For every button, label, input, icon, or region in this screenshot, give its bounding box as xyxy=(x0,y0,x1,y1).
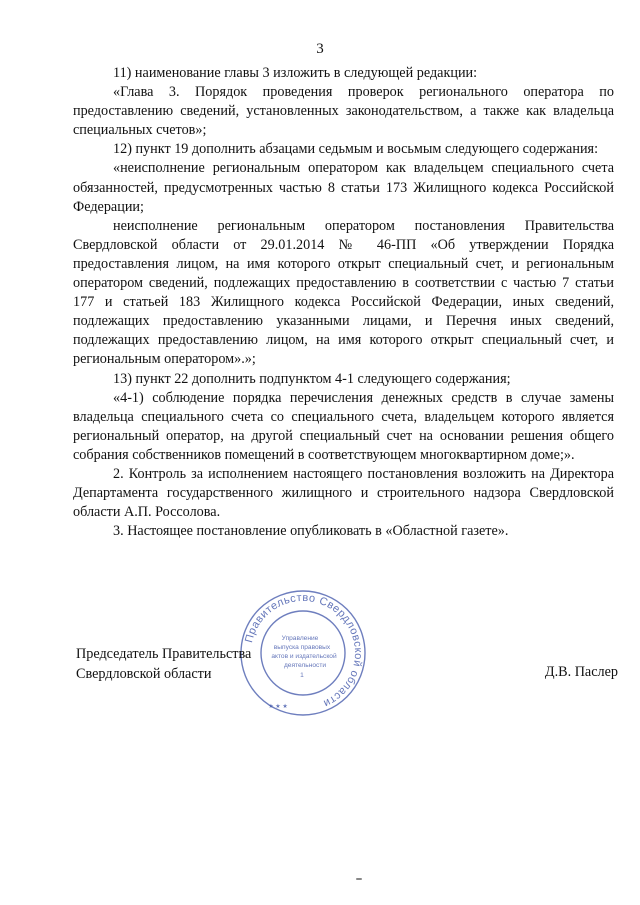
seal-inner-line: Управление xyxy=(281,635,319,642)
paragraph-quote-1: «неисполнение региональным оператором как владельцем специального счета обязанностей, предусмотренных частью 8 статьи 173 Жилищного кодекса Российской Федерации; xyxy=(73,160,614,215)
seal-outer-text: Правительство Свердловской области xyxy=(243,591,365,710)
seal-inner-line: выпуска правовых xyxy=(273,644,331,651)
paragraph-publish: 3. Настоящее постановление опубликовать в «Областной газете». xyxy=(113,523,509,540)
page-number: 3 xyxy=(316,41,324,57)
paragraph-item-13: 13) пункт 22 дополнить подпунктом 4-1 следующего содержания; xyxy=(113,370,511,387)
seal-inner-line: деятельности xyxy=(283,662,327,669)
seal-inner-line: 1 xyxy=(300,672,304,679)
signatory-name: Д.В. Паслер xyxy=(544,664,618,680)
paragraph-quote-2: неисполнение региональным оператором постановления Правительства Свердловской области от 29.01.2014 № 46-ПП «Об утверждении Порядка предоставления лицом, на имя которого открыт специальный счет, и региональным оператором сведений, подлежащих предоставлению в соответствии с частью 7 статьи 177 и статьей 183 Жилищного кодекса Российской Федерации, иных сведений, подлежащих предоставлению указанными лицами, и Перечня иных сведений, подлежащих предоставлению лицом, на имя которого открыт специальный счет, и региональным оператором».»; xyxy=(73,217,614,368)
signatory-position-line1: Председатель Правительства xyxy=(76,646,252,662)
paragraph-chapter-3-title: «Глава 3. Порядок проведения проверок регионального оператора по предоставлению сведений, установленных законодательством, а также как владельца специальных счетов»; xyxy=(73,84,614,139)
paragraph-item-12: 12) пункт 19 дополнить абзацами седьмым и восьмым следующего содержания: xyxy=(113,141,599,158)
seal-inner-line: актов и издательской xyxy=(271,653,337,660)
document-body xyxy=(73,64,614,541)
paragraph-item-11: 11) наименование главы 3 изложить в следующей редакции: xyxy=(113,65,478,81)
paragraph-subitem-4-1: «4-1) соблюдение порядка перечисления денежных средств в случае замены владельца специального счета со специального счета, владельцем которого является региональный оператор, на другой специальный счет на основании решения общего собрания собственников помещений в соответствующем многоквартирном доме;». xyxy=(73,389,614,463)
seal-stars: ★ ★ ★ xyxy=(268,704,288,710)
footer-mark xyxy=(356,878,362,880)
official-seal xyxy=(238,588,368,718)
signatory-position-line2: Свердловской области xyxy=(76,665,212,682)
paragraph-control: 2. Контроль за исполнением настоящего постановления возложить на Директора Департамента государственного жилищного и строительного надзора Свердловской области А.П. Россолова. xyxy=(73,465,614,521)
signatory-position xyxy=(76,645,251,684)
